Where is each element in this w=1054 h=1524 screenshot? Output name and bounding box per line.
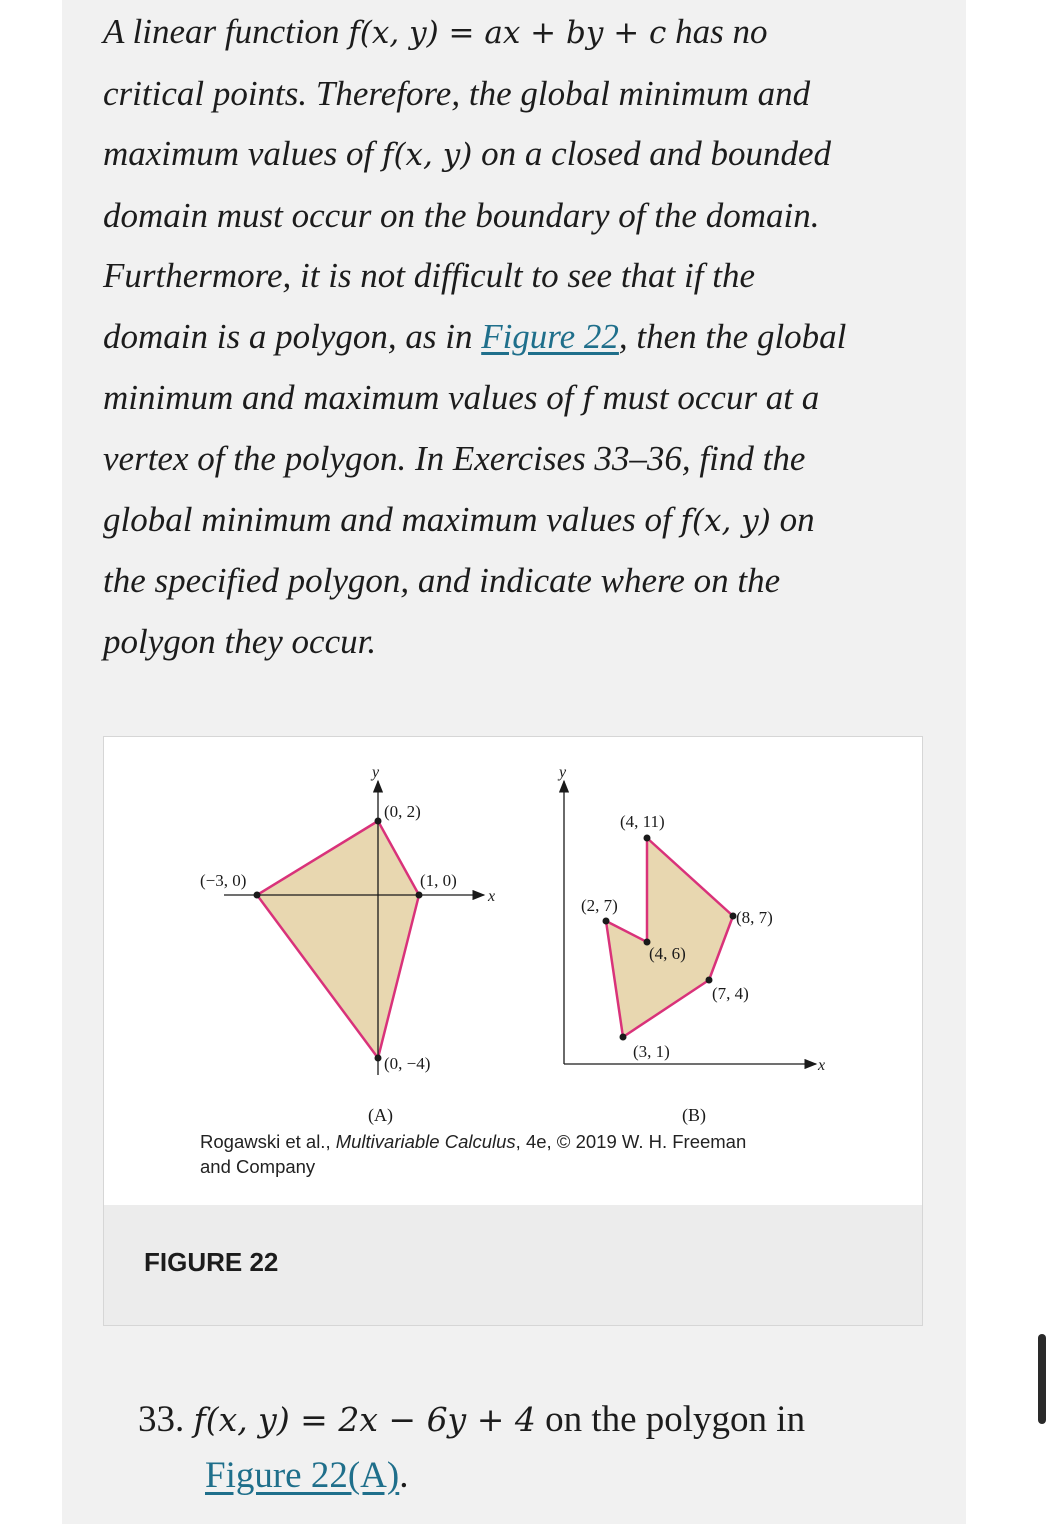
panel-b (557, 764, 825, 1126)
intro-text: A linear function (103, 12, 349, 51)
vertex-point (706, 977, 713, 984)
vertex-label: (4, 6) (649, 944, 686, 963)
credit-text: Rogawski et al., (200, 1131, 336, 1152)
vertex-label: (4, 11) (620, 812, 665, 831)
panel-a (200, 764, 495, 1126)
credit-text: and Company (200, 1156, 316, 1177)
credit-text: , 4e, © 2019 W. H. Freeman (515, 1131, 747, 1152)
vertex-label: (−3, 0) (200, 871, 247, 890)
intro-text: must occur at a (593, 377, 820, 417)
axis-label-x-b: x (818, 1057, 826, 1074)
scrollbar-thumb[interactable] (1038, 1334, 1046, 1424)
intro-text: domain is a polygon, as in (103, 316, 482, 356)
exercise-number: 33. (138, 1399, 185, 1440)
intro-text: , then the global (618, 316, 847, 356)
vertex-point (603, 918, 610, 925)
intro-text: Furthermore, it is not difficult to see that if the (103, 256, 755, 296)
exercise-period: . (399, 1455, 409, 1496)
vertex-label: (3, 1) (633, 1042, 670, 1061)
intro-text: vertex of the polygon. In Exercises 33–36, find the (103, 439, 806, 479)
intro-text: on (770, 499, 815, 539)
vertex-point (416, 892, 423, 899)
intro-text: on a closed and bounded (472, 134, 832, 174)
intro-paragraph (103, 2, 933, 673)
figure-22 (103, 736, 923, 1326)
vertex-point (375, 818, 382, 825)
exercise-33 (138, 1392, 928, 1504)
vertex-label: (1, 0) (420, 871, 457, 890)
math-expression: f(x, y) = 2x − 6y + 4 (193, 1400, 536, 1439)
intro-text: minimum and maximum values of (103, 377, 583, 417)
vertex-point (644, 835, 651, 842)
vertex-point (620, 1034, 627, 1041)
intro-text: polygon they occur. (103, 621, 377, 661)
vertex-point (375, 1055, 382, 1062)
exercise-text: on the polygon in (535, 1399, 806, 1440)
math-expression: f(x, y) (680, 502, 771, 539)
axis-label-x-a: x (488, 888, 496, 905)
vertex-label: (0, −4) (384, 1054, 431, 1073)
vertex-point (254, 892, 261, 899)
figure-22a-link[interactable]: Figure 22(A) (205, 1455, 400, 1496)
axis-label-y-b: y (559, 764, 567, 781)
vertex-label: (7, 4) (712, 984, 749, 1003)
panel-caption-a: (A) (368, 1105, 393, 1125)
intro-text: critical points. Therefore, the global minimum and (103, 73, 811, 113)
math-expression: f(x, y) = ax + by + c (348, 15, 667, 51)
vertex-label: (0, 2) (384, 802, 421, 821)
intro-text: the specified polygon, and indicate where on the (103, 561, 781, 601)
intro-text: has no (666, 12, 768, 51)
polygon-a (257, 821, 419, 1058)
math-expression: f(x, y) (381, 137, 473, 174)
intro-text: global minimum and maximum values of (103, 499, 681, 539)
vertex-label: (2, 7) (581, 896, 618, 915)
intro-text: domain must occur on the boundary of the domain. (103, 195, 820, 235)
polygon-b (606, 838, 733, 1037)
axis-label-y-a: y (372, 764, 380, 781)
intro-text: maximum values of (103, 134, 382, 174)
panel-caption-b: (B) (682, 1105, 706, 1125)
figure-credit (200, 1129, 760, 1179)
figure-22-link[interactable]: Figure 22 (481, 316, 619, 356)
credit-book-title: Multivariable Calculus (335, 1131, 516, 1152)
math-expression: f (582, 380, 594, 417)
figure-label: FIGURE 22 (144, 1247, 279, 1277)
vertex-label: (8, 7) (736, 908, 773, 927)
